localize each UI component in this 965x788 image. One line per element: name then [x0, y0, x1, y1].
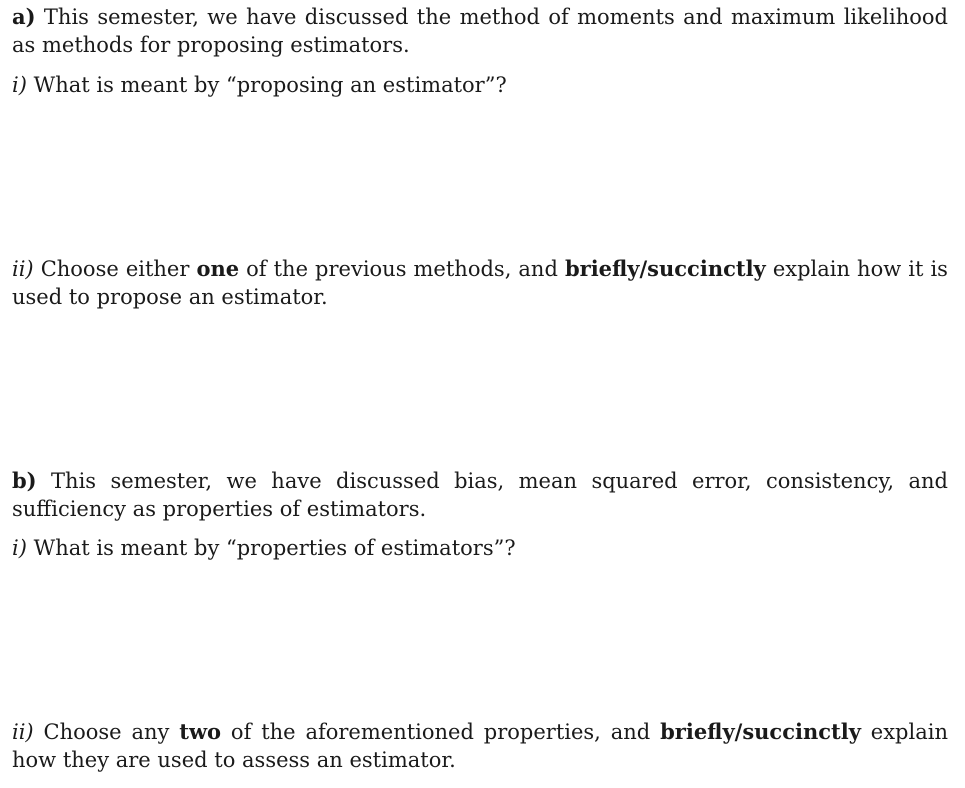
- part-a-question-ii-label: ii): [12, 257, 34, 281]
- part-a-question-ii-emphasis-1: one: [196, 256, 240, 281]
- part-a-intro: [12, 3, 948, 59]
- part-a-label: a): [12, 4, 36, 29]
- part-b-question-ii-text-3: explain how they are used to assess an estimator.: [12, 720, 948, 772]
- part-a-question-ii-emphasis-2: briefly/succinctly: [564, 256, 766, 281]
- part-b-question-i-text: What is meant by “properties of estimators”?: [33, 536, 516, 560]
- part-b-question-ii-emphasis-2: briefly/succinctly: [660, 719, 861, 744]
- part-b-question-i-label: i): [12, 536, 27, 560]
- part-a-question-i: [12, 71, 948, 99]
- part-b-intro-text: This semester, we have discussed bias, mean squared error, consistency, and sufficiency as properties of estimators.: [12, 469, 948, 521]
- part-a-intro-text: This semester, we have discussed the method of moments and maximum likelihood as methods for proposing estimators.: [12, 5, 948, 57]
- part-a-question-ii: [12, 255, 948, 311]
- part-b-question-ii-emphasis-1: two: [179, 719, 222, 744]
- part-b-question-ii: [12, 718, 948, 774]
- part-b-question-ii-label: ii): [12, 720, 34, 744]
- part-b-question-ii-text-2: of the aforementioned properties, and: [230, 720, 651, 744]
- part-b-intro: [12, 467, 948, 523]
- part-b-label: b): [12, 468, 37, 493]
- part-a-question-ii-text-2: of the previous methods, and: [246, 257, 558, 281]
- part-b-question-ii-text-1: Choose any: [43, 720, 170, 744]
- part-a-question-ii-text-3: explain how it is used to propose an estimator.: [12, 257, 948, 309]
- part-a-question-i-text: What is meant by “proposing an estimator”?: [33, 73, 507, 97]
- part-a-question-ii-text-1: Choose either: [40, 257, 190, 281]
- part-a-question-i-label: i): [12, 73, 27, 97]
- part-b-question-i: [12, 534, 948, 562]
